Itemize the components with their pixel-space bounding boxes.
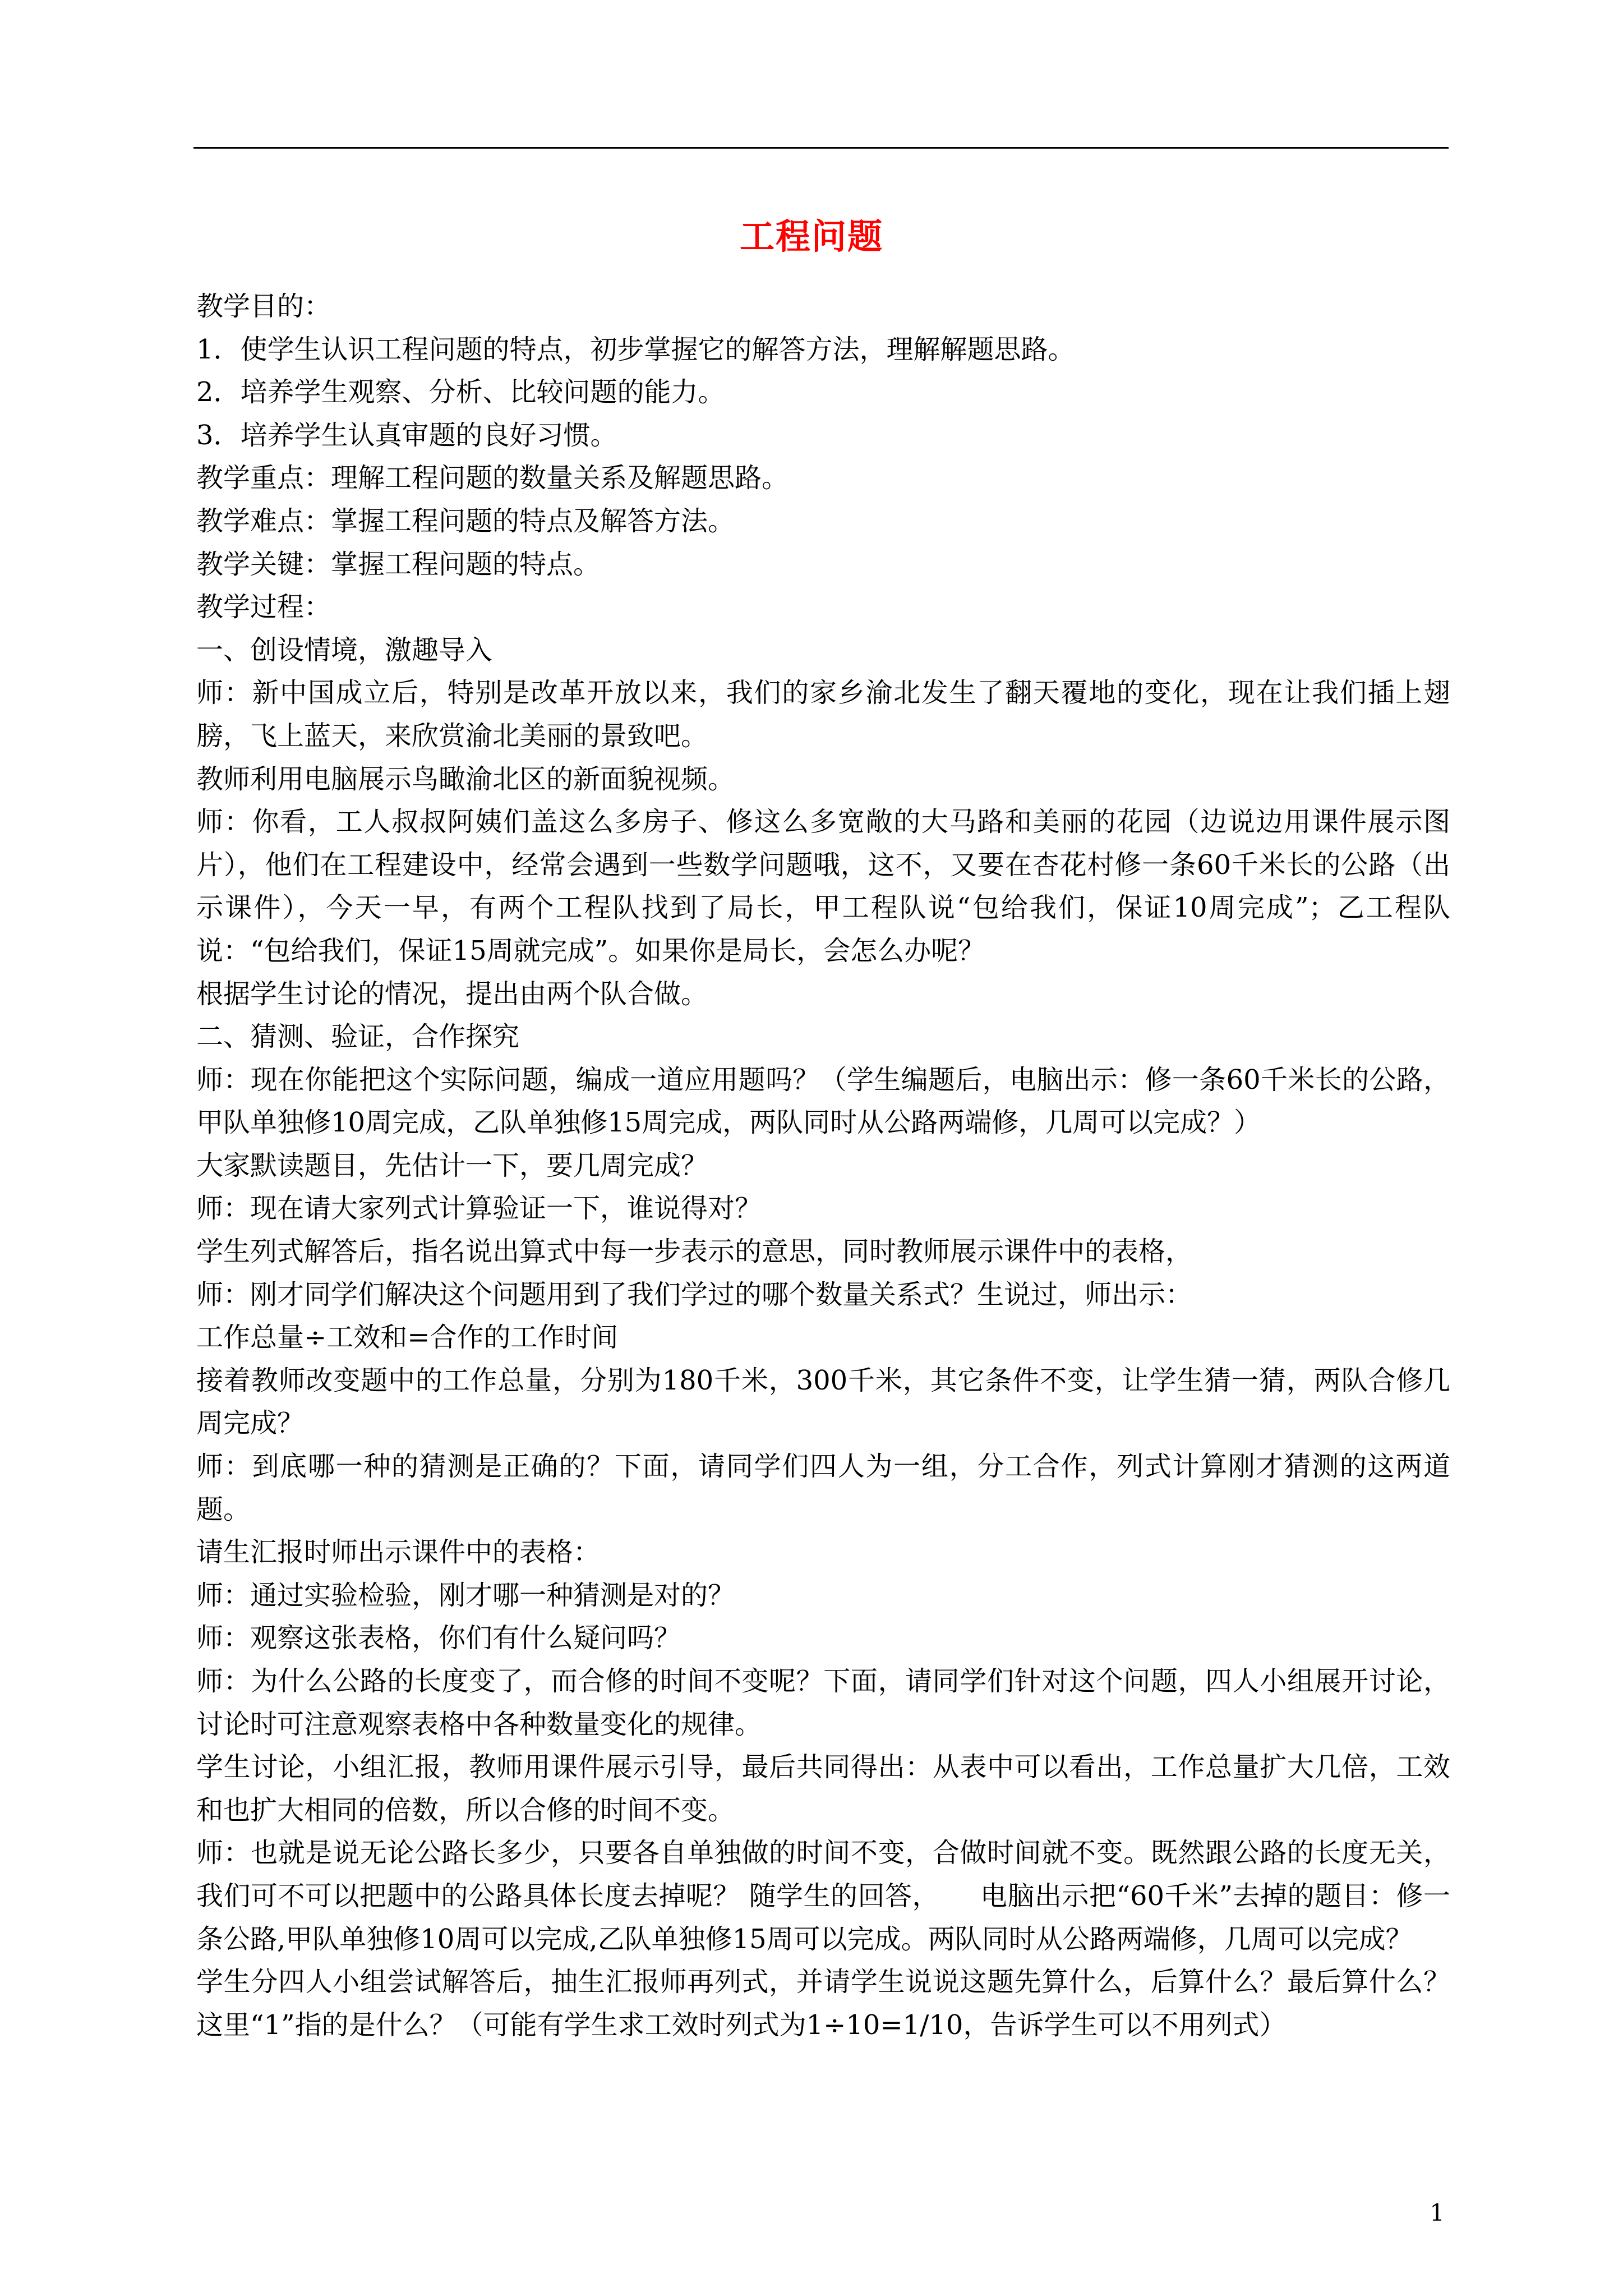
paragraph: 接着教师改变题中的工作总量，分别为180千米，300千米，其它条件不变，让学生猜一猜，两队合修几周完成？ <box>196 1364 1450 1439</box>
paragraph: 学生列式解答后，指名说出算式中每一步表示的意思，同时教师展示课件中的表格， <box>196 1236 1193 1268</box>
document-body <box>196 285 1450 2046</box>
paragraph: 二、猜测、验证，合作探究 <box>196 1021 520 1053</box>
document-title: 工程问题 <box>739 216 883 257</box>
paragraph: 师：你看，工人叔叔阿姨们盖这么多房子、修这么多宽敞的大马路和美丽的花园（边说边用课件展示图片），他们在工程建设中，经常会遇到一些数学问题哦，这不，又要在杏花村修一条60千米长的公路（出示课件），今天一早，有两个工程队找到了局长，甲工程队说“包给我们，保证10周完成”；乙工程队说：“包给我们，保证15周就完成”。如果你是局长，会怎么办呢？ <box>196 806 1450 967</box>
paragraph: 大家默读题目，先估计一下，要几周完成？ <box>196 1149 708 1181</box>
paragraph: 师：刚才同学们解决这个问题用到了我们学过的哪个数量关系式？生说过，师出示： <box>196 1278 1193 1310</box>
paragraph: 师：也就是说无论公路长多少，只要各自单独做的时间不变，合做时间就不变。既然跟公路的长度无关，我们可不可以把题中的公路具体长度去掉呢？ 随学生的回答， 电脑出示把“60千米”去掉的题目：修一条公路,甲队单独修10周可以完成,乙队单独修15周可以完成。两队同时从公路两端修，几周可以完成？ <box>196 1837 1450 1955</box>
paragraph: 根据学生讨论的情况，提出由两个队合做。 <box>196 978 708 1010</box>
paragraph: 3．培养学生认真审题的良好习惯。 <box>196 419 617 451</box>
paragraph: 师：现在你能把这个实际问题，编成一道应用题吗？（学生编题后，电脑出示：修一条60千米长的公路，甲队单独修10周完成，乙队单独修15周完成，两队同时从公路两端修，几周可以完成？） <box>196 1064 1450 1139</box>
paragraph: 师：为什么公路的长度变了，而合修的时间不变呢？下面，请同学们针对这个问题，四人小组展开讨论，讨论时可注意观察表格中各种数量变化的规律。 <box>196 1665 1450 1740</box>
paragraph: 师：到底哪一种的猜测是正确的？下面，请同学们四人为一组，分工合作，列式计算刚才猜测的这两道题。 <box>196 1451 1450 1525</box>
paragraph: 师：通过实验检验，刚才哪一种猜测是对的？ <box>196 1579 735 1611</box>
paragraph: 请生汇报时师出示课件中的表格： <box>196 1536 601 1568</box>
paragraph: 一、创设情境，激趣导入 <box>196 634 493 666</box>
page-number: 1 <box>1430 2199 1445 2226</box>
paragraph: 学生讨论，小组汇报，教师用课件展示引导，最后共同得出：从表中可以看出，工作总量扩大几倍，工效和也扩大相同的倍数，所以合修的时间不变。 <box>196 1751 1450 1826</box>
paragraph: 学生分四人小组尝试解答后，抽生汇报师再列式，并请学生说说这题先算什么，后算什么？最后算什么？这里“1”指的是什么？（可能有学生求工效时列式为1÷10=1/10，告诉学生可以不用列式） <box>196 1966 1450 2041</box>
header-rule <box>193 147 1449 149</box>
paragraph: 工作总量÷工效和=合作的工作时间 <box>196 1322 619 1354</box>
paragraph: 师：观察这张表格，你们有什么疑问吗？ <box>196 1622 681 1654</box>
paragraph: 师：现在请大家列式计算验证一下，谁说得对？ <box>196 1193 762 1225</box>
paragraph: 教学过程： <box>196 591 331 623</box>
paragraph: 2．培养学生观察、分析、比较问题的能力。 <box>196 376 725 408</box>
paragraph: 教学重点：理解工程问题的数量关系及解题思路。 <box>196 462 789 494</box>
paragraph: 教学难点：掌握工程问题的特点及解答方法。 <box>196 505 735 537</box>
paragraph: 教师利用电脑展示鸟瞰渝北区的新面貌视频。 <box>196 763 735 795</box>
paragraph: 1．使学生认识工程问题的特点，初步掌握它的解答方法，理解解题思路。 <box>196 333 1075 365</box>
paragraph: 师：新中国成立后，特别是改革开放以来，我们的家乡渝北发生了翻天覆地的变化，现在让我们插上翅膀，飞上蓝天，来欣赏渝北美丽的景致吧。 <box>196 677 1450 752</box>
paragraph: 教学关键：掌握工程问题的特点。 <box>196 548 601 580</box>
paragraph: 教学目的： <box>196 291 331 322</box>
